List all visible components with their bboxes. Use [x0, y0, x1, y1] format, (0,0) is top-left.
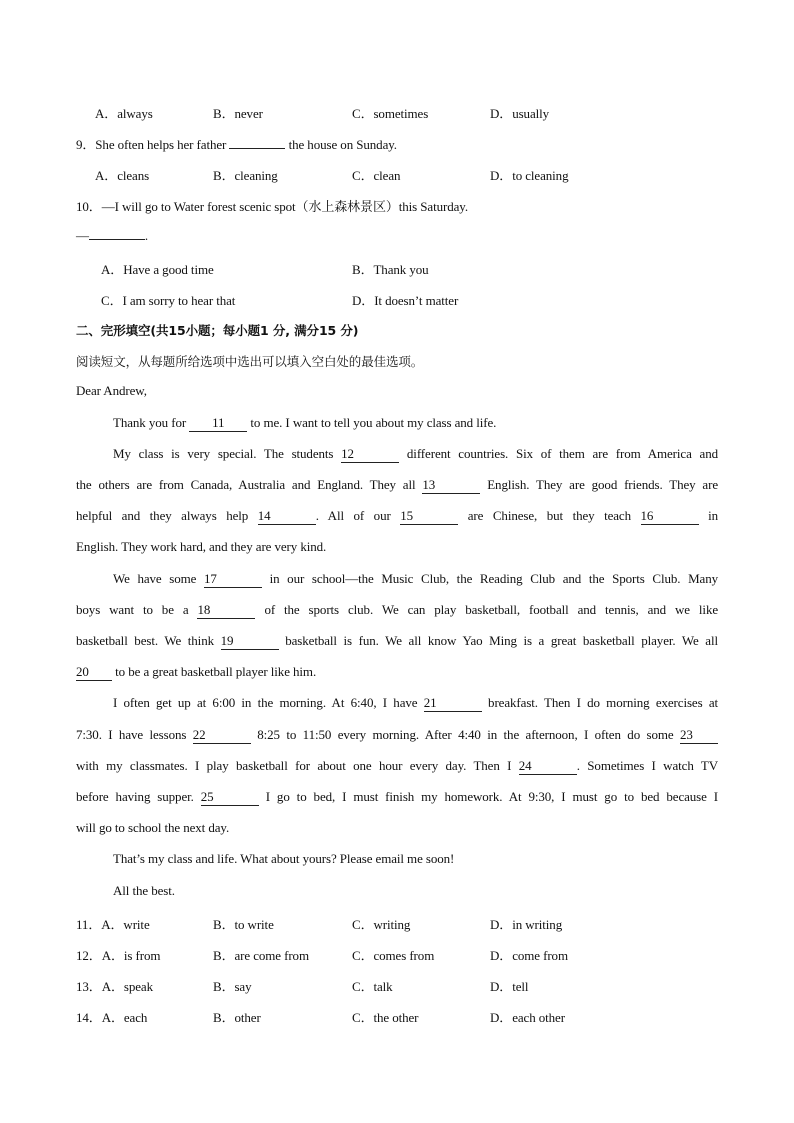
- passage-line: [76, 727, 718, 744]
- passage-line: [113, 446, 718, 463]
- q14-option-d: D．each other: [490, 1010, 565, 1025]
- q9-option-a: A．cleans: [95, 168, 150, 183]
- passage-text: in our school—the Music Club, the Reading Club and the Sports Club. Many: [269, 571, 718, 586]
- section-heading: 二、完形填空(共15小题；每小题1 分, 满分15 分): [76, 323, 359, 338]
- q12-option-c: C．comes from: [352, 948, 435, 963]
- question-9-text-start: 9．She often helps her father: [76, 137, 227, 152]
- blank-11: 11: [189, 415, 247, 432]
- passage-text: to be a great basketball player like him.: [115, 664, 317, 679]
- passage-text: are Chinese, but they teach: [467, 508, 631, 523]
- blank-20: 20: [76, 664, 112, 681]
- section-instruction: 阅读短文，从每题所给选项中选出可以填入空白处的最佳选项。: [76, 354, 424, 369]
- passage-text: basketball best. We think: [76, 633, 214, 648]
- passage-text: I go to bed, I must finish my homework. At 9:30, I must go to bed because I: [265, 789, 718, 804]
- passage-line: English. They work hard, and they are very kind.: [76, 539, 327, 554]
- letter-closing: That’s my class and life. What about yours? Please email me soon!: [113, 851, 455, 866]
- passage-line: [76, 664, 316, 681]
- q13-option-b: B．say: [213, 979, 252, 994]
- passage-text: the others are from Canada, Australia and England. They all: [76, 477, 416, 492]
- q8-option-a: A．always: [95, 106, 153, 121]
- blank-12: 12: [341, 446, 399, 463]
- q12-option-b: B．are come from: [213, 948, 309, 963]
- passage-text: I often get up at 6:00 in the morning. At 6:40, I have: [113, 695, 418, 710]
- q11-option-b: B．to write: [213, 917, 274, 932]
- q9-option-b: B．cleaning: [213, 168, 278, 183]
- blank-17: 17: [204, 571, 262, 588]
- q12-option-a: 12．A．is from: [76, 948, 161, 963]
- passage-line: [76, 477, 718, 494]
- q11-option-a: 11．A．write: [76, 917, 150, 932]
- passage-line: [76, 602, 718, 619]
- letter-greeting: Dear Andrew,: [76, 383, 147, 398]
- passage-text: 7:30. I have lessons: [76, 727, 187, 742]
- passage-text: breakfast. Then I do morning exercises at: [488, 695, 719, 710]
- letter-signoff: All the best.: [113, 883, 175, 898]
- passage-text: . All of our: [315, 508, 391, 523]
- passage-text: 8:25 to 11:50 every morning. After 4:40 in the afternoon, I often do some: [257, 727, 674, 742]
- blank-18: 18: [197, 602, 255, 619]
- passage-line: will go to school the next day.: [76, 820, 230, 835]
- passage-line: [76, 633, 718, 650]
- q8-option-b: B．never: [213, 106, 263, 121]
- answer-blank: [89, 239, 145, 240]
- q12-option-d: D．come from: [490, 948, 568, 963]
- passage-line: [113, 571, 718, 588]
- passage-text: My class is very special. The students: [113, 446, 334, 461]
- passage-text: of the sports club. We can play basketball, football and tennis, and we like: [264, 602, 719, 617]
- q10-option-b: B．Thank you: [352, 262, 429, 277]
- passage-line: [113, 695, 718, 712]
- passage-text: before having supper.: [76, 789, 194, 804]
- passage-text: to me. I want to tell you about my class and life.: [250, 415, 497, 430]
- passage-text: We have some: [113, 571, 197, 586]
- q10-option-c: C．I am sorry to hear that: [101, 293, 236, 308]
- blank-15: 15: [400, 508, 458, 525]
- blank-16: 16: [641, 508, 699, 525]
- q13-option-d: D．tell: [490, 979, 529, 994]
- q11-option-d: D．in writing: [490, 917, 563, 932]
- blank-14: 14: [258, 508, 316, 525]
- passage-line: [76, 758, 718, 775]
- answer-blank: [229, 148, 285, 149]
- q10-option-a: A．Have a good time: [101, 262, 214, 277]
- q14-option-c: C．the other: [352, 1010, 419, 1025]
- q8-option-d: D．usually: [490, 106, 550, 121]
- q13-option-a: 13．A．speak: [76, 979, 153, 994]
- question-9: [76, 134, 397, 153]
- q11-option-c: C．writing: [352, 917, 411, 932]
- blank-22: 22: [193, 727, 251, 744]
- reply-dash: —: [76, 228, 89, 243]
- question-9-text-end: the house on Sunday.: [288, 137, 397, 152]
- q9-option-c: C．clean: [352, 168, 401, 183]
- q13-option-c: C．talk: [352, 979, 393, 994]
- q8-option-c: C．sometimes: [352, 106, 429, 121]
- q14-option-a: 14．A．each: [76, 1010, 148, 1025]
- passage-text: with my classmates. I play basketball for about one hour every day. Then I: [76, 758, 512, 773]
- q10-option-d: D．It doesn’t matter: [352, 293, 459, 308]
- passage-text: boys want to be a: [76, 602, 189, 617]
- passage-text: basketball is fun. We all know Yao Ming is a great basketball player. We all: [285, 633, 718, 648]
- blank-23: 23: [680, 727, 718, 744]
- passage-text: . Sometimes I watch TV: [576, 758, 718, 773]
- blank-25: 25: [201, 789, 259, 806]
- passage-text: in: [708, 508, 718, 523]
- passage-line: [76, 789, 718, 806]
- question-10: 10．—I will go to Water forest scenic spot（水上森林景区）this Saturday.: [76, 199, 468, 214]
- q14-option-b: B．other: [213, 1010, 261, 1025]
- passage-text: Thank you for: [113, 415, 187, 430]
- blank-13: 13: [422, 477, 480, 494]
- reply-period: .: [144, 228, 149, 243]
- question-10-reply: [76, 228, 148, 244]
- blank-21: 21: [424, 695, 482, 712]
- q9-option-d: D．to cleaning: [490, 168, 569, 183]
- blank-19: 19: [221, 633, 279, 650]
- passage-line: [113, 415, 496, 432]
- blank-24: 24: [519, 758, 577, 775]
- passage-text: English. They are good friends. They are: [487, 477, 718, 492]
- passage-line: [76, 508, 718, 525]
- passage-text: different countries. Six of them are from America and: [406, 446, 718, 461]
- passage-text: helpful and they always help: [76, 508, 249, 523]
